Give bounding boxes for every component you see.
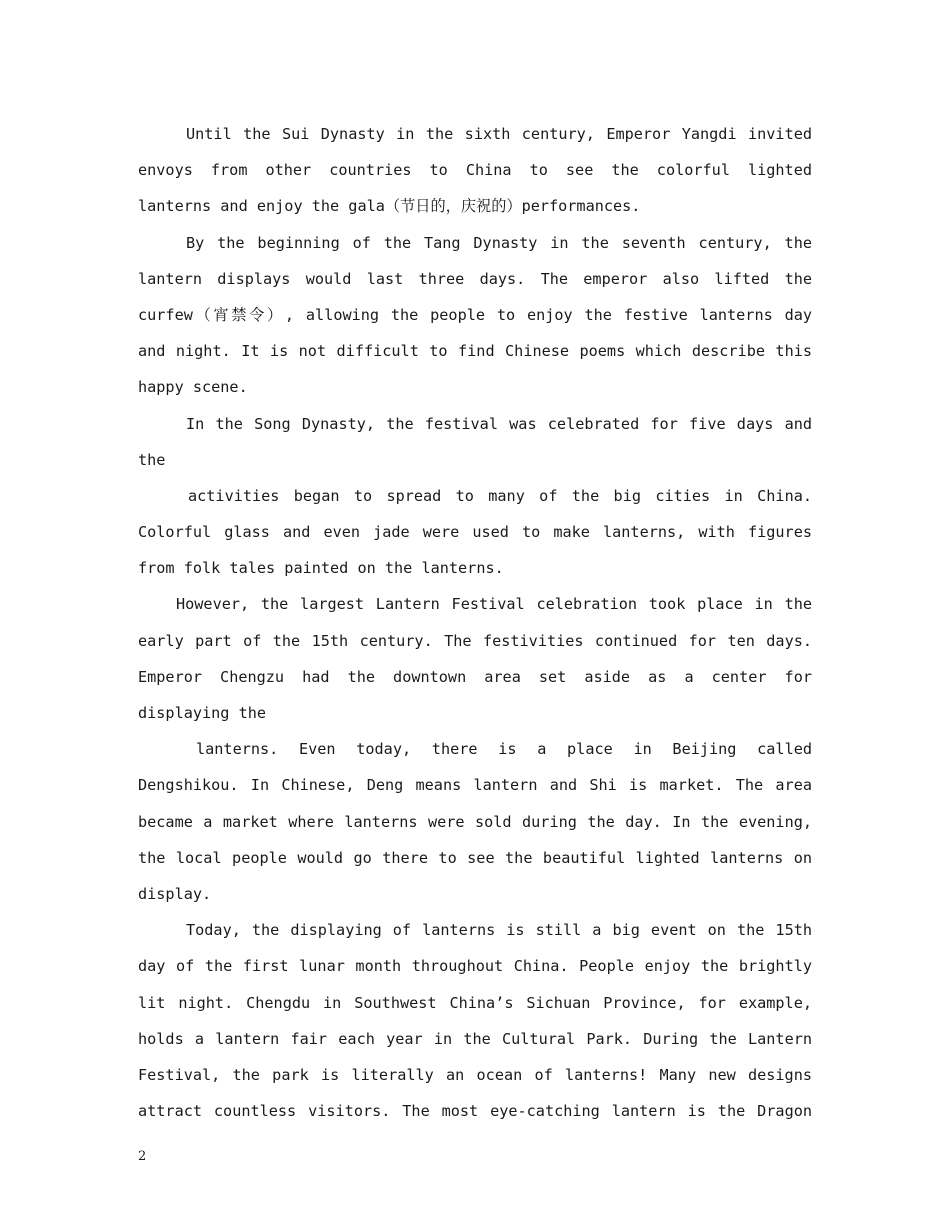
text-line: envoys from other countries to China to see the colorful lighted bbox=[138, 161, 812, 180]
text-line: attract countless visitors. The most eye-catching lantern is the Dragon bbox=[138, 1102, 812, 1121]
text-line: the bbox=[138, 450, 166, 469]
text-line: displaying the bbox=[138, 704, 267, 722]
text-line: lit night. Chengdu in Southwest China’s Sichuan Province, for example, bbox=[138, 993, 812, 1012]
text-line: became a market where lanterns were sold during the day. In the evening, bbox=[138, 812, 812, 831]
paragraph bbox=[138, 406, 812, 478]
text-line: display. bbox=[138, 884, 212, 903]
text-line: the local people would go there to see the beautiful lighted lanterns on bbox=[138, 848, 812, 867]
paragraph bbox=[138, 478, 812, 587]
text-line: Emperor Chengzu had the downtown area set aside as a center for bbox=[138, 667, 812, 686]
text-line: curfew（宵禁令）, allowing the people to enjoy the festive lanterns day bbox=[138, 305, 812, 324]
text-line: Dengshikou. In Chinese, Deng means lantern and Shi is market. The area bbox=[138, 776, 812, 795]
paragraph bbox=[138, 912, 812, 1129]
text-line: Festival, the park is literally an ocean of lanterns! Many new designs bbox=[138, 1065, 812, 1084]
text-line: Today, the displaying of lanterns is still a big event on the 15th bbox=[186, 921, 812, 940]
text-line: early part of the 15th century. The festivities continued for ten days. bbox=[138, 631, 812, 650]
page-number: 2 bbox=[138, 1149, 147, 1164]
text-line: By the beginning of the Tang Dynasty in the seventh century, the bbox=[186, 233, 812, 252]
text-line: happy scene. bbox=[138, 378, 248, 397]
text-line: Until the Sui Dynasty in the sixth century, Emperor Yangdi invited bbox=[186, 125, 812, 143]
paragraph bbox=[138, 225, 812, 406]
text-line: and night. It is not difficult to find Chinese poems which describe this bbox=[138, 342, 812, 361]
text-line: lanterns and enjoy the gala（节日的，庆祝的）performances. bbox=[138, 197, 641, 216]
text-line: day of the first lunar month throughout China. People enjoy the brightly bbox=[138, 957, 812, 976]
text-line: In the Song Dynasty, the festival was celebrated for five days and bbox=[186, 414, 812, 433]
paragraph bbox=[138, 116, 812, 225]
text-line: Colorful glass and even jade were used to make lanterns, with figures bbox=[138, 523, 812, 542]
paragraph bbox=[138, 731, 812, 912]
text-line: holds a lantern fair each year in the Cultural Park. During the Lantern bbox=[138, 1029, 812, 1048]
text-line: However, the largest Lantern Festival celebration took place in the bbox=[176, 595, 812, 614]
body-text bbox=[138, 116, 812, 1129]
text-line: from folk tales painted on the lanterns. bbox=[138, 559, 504, 578]
text-line: lantern displays would last three days. The emperor also lifted the bbox=[138, 269, 812, 288]
text-line: activities began to spread to many of the big cities in China. bbox=[188, 486, 812, 505]
text-line: lanterns. Even today, there is a place in Beijing called bbox=[196, 740, 812, 759]
paragraph bbox=[138, 586, 812, 731]
